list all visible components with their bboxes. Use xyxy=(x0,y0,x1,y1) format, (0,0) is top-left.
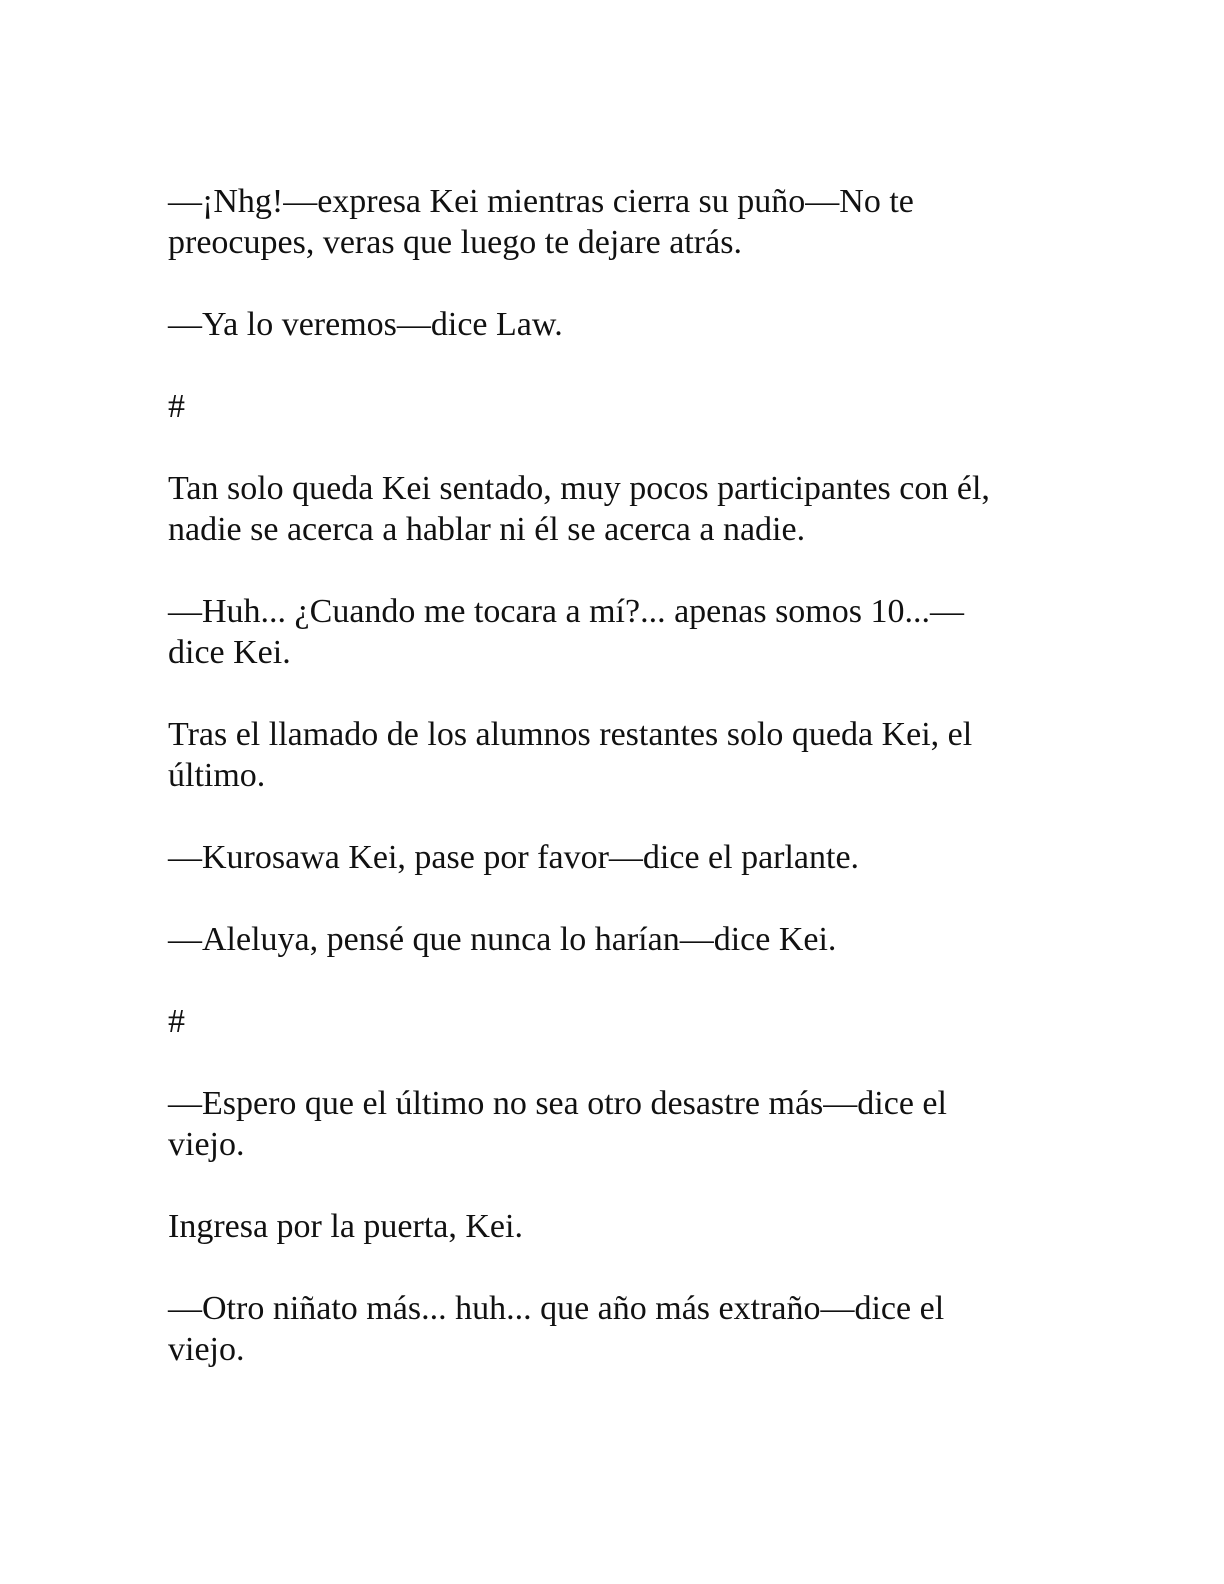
paragraph-9: Ingresa por la puerta, Kei. xyxy=(168,1208,523,1245)
paragraph-8: —Espero que el último no sea otro desastre más—dice el viejo. xyxy=(168,1085,947,1163)
paragraph-1: —¡Nhg!—expresa Kei mientras cierra su puño—No te preocupes, veras que luego te dejare atrás. xyxy=(168,183,914,261)
paragraph-5: Tras el llamado de los alumnos restantes solo queda Kei, el último. xyxy=(168,716,973,794)
section-break-2: # xyxy=(168,1003,185,1040)
document-page xyxy=(168,181,1048,1411)
paragraph-3: Tan solo queda Kei sentado, muy pocos participantes con él, nadie se acerca a hablar ni él se acerca a nadie. xyxy=(168,470,990,548)
paragraph-6: —Kurosawa Kei, pase por favor—dice el parlante. xyxy=(168,839,860,876)
paragraph-7: —Aleluya, pensé que nunca lo harían—dice Kei. xyxy=(168,921,837,958)
section-break-1: # xyxy=(168,388,185,425)
paragraph-10: —Otro niñato más... huh... que año más extraño—dice el viejo. xyxy=(168,1290,945,1368)
paragraph-2: —Ya lo veremos—dice Law. xyxy=(168,306,563,343)
paragraph-4: —Huh... ¿Cuando me tocara a mí?... apenas somos 10...— dice Kei. xyxy=(168,593,964,671)
